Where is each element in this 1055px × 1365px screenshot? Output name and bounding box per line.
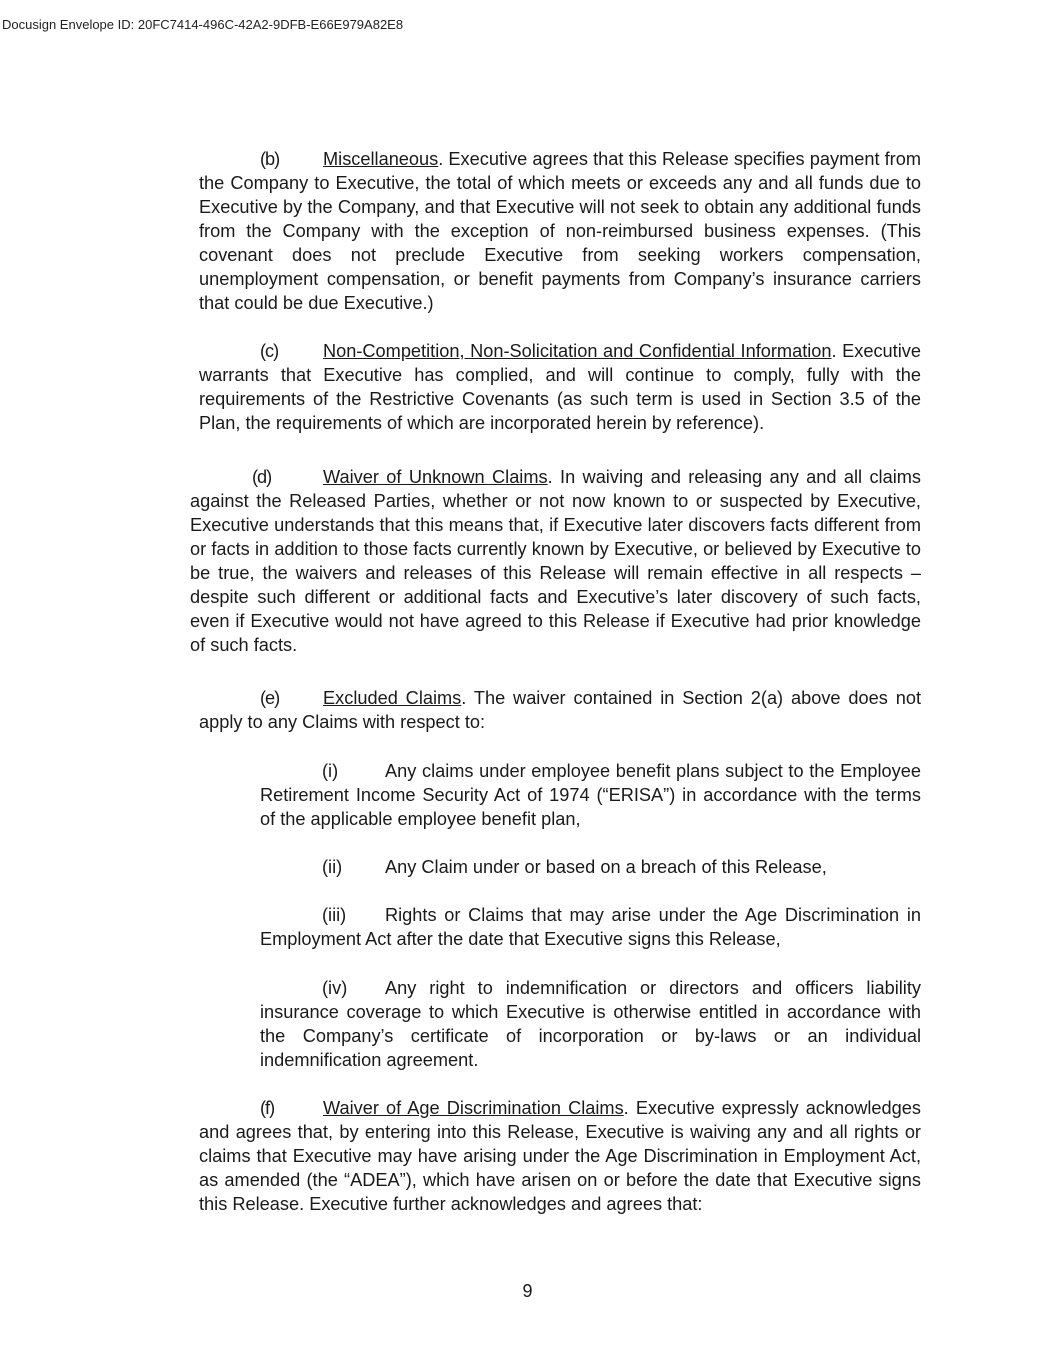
section-f-marker: (f) [260,1098,275,1118]
section-c-marker: (c) [260,341,279,361]
section-e-marker: (e) [260,688,280,708]
docusign-envelope-id: Docusign Envelope ID: 20FC7414-496C-42A2-9DFB-E66E979A82E8 [2,17,404,32]
excluded-claim-marker: (i) [322,761,339,781]
section-e-body: . The waiver contained in Section 2(a) above does not apply to any Claims with respect to: [199,688,921,732]
section-d-marker: (d) [252,467,272,487]
section-d-title: Waiver of Unknown Claims [323,467,548,487]
section-b-marker: (b) [260,149,280,169]
excluded-claim-item [260,759,921,831]
excluded-claim-marker: (iii) [322,905,347,925]
section-b-title: Miscellaneous [323,149,439,169]
section-f-waiver-age-discrimination [199,1096,921,1216]
section-e-excluded-claims [199,686,921,734]
excluded-claim-item [260,976,921,1072]
page-number: 9 [522,1281,533,1301]
excluded-claim-text: Any right to indemnification or directors and officers liability insurance coverage to which Executive is otherwise entitled in accordance with the Company’s certificate of incorporation or by-laws or an individual indemnification agreement. [260,978,921,1070]
section-d-body: . In waiving and releasing any and all claims against the Released Parties, whether or not now known to or suspected by Executive, Executive understands that this means that, if Executive later discovers facts different from or facts in addition to those facts currently known by Executive, or believed by Executive to be true, the waivers and releases of this Release will remain effective in all respects – despite such different or additional facts and Executive’s later discovery of such facts, even if Executive would not have agreed to this Release if Executive had prior knowledge of such facts. [190,467,921,655]
excluded-claim-item [260,903,921,951]
section-f-title: Waiver of Age Discrimination Claims [323,1098,624,1118]
section-c-title: Non-Competition, Non-Solicitation and Confidential Information [323,341,832,361]
excluded-claim-marker: (ii) [322,857,343,877]
section-e-title: Excluded Claims [323,688,462,708]
excluded-claim-item [260,855,921,879]
excluded-claim-marker: (iv) [322,978,348,998]
section-b-miscellaneous [199,147,921,315]
section-d-waiver-unknown-claims [190,465,921,657]
section-b-body: . Executive agrees that this Release specifies payment from the Company to Executive, the total of which meets or exceeds any and all funds due to Executive by the Company, and that Executive will not seek to obtain any additional funds from the Company with the exception of non-reimbursed business expenses. (This covenant does not preclude Executive from seeking workers compensation, unemployment compensation, or benefit payments from Company’s insurance carriers that could be due Executive.) [199,149,921,313]
section-c-non-competition [199,339,921,435]
excluded-claim-text: Any Claim under or based on a breach of this Release, [385,857,827,877]
excluded-claim-text: Any claims under employee benefit plans subject to the Employee Retirement Income Security Act of 1974 (“ERISA”) in accordance with the terms of the applicable employee benefit plan, [260,761,921,829]
excluded-claim-text: Rights or Claims that may arise under the Age Discrimination in Employment Act after the date that Executive signs this Release, [260,905,921,949]
section-f-body: . Executive expressly acknowledges and agrees that, by entering into this Release, Executive is waiving any and all rights or claims that Executive may have arising under the Age Discrimination in Employment Act, as amended (the “ADEA”), which have arisen on or before the date that Executive signs this Release. Executive further acknowledges and agrees that: [199,1098,921,1214]
section-c-body: . Executive warrants that Executive has complied, and will continue to comply, fully with the requirements of the Restrictive Covenants (as such term is used in Section 3.5 of the Plan, the requirements of which are incorporated herein by reference). [199,341,921,433]
